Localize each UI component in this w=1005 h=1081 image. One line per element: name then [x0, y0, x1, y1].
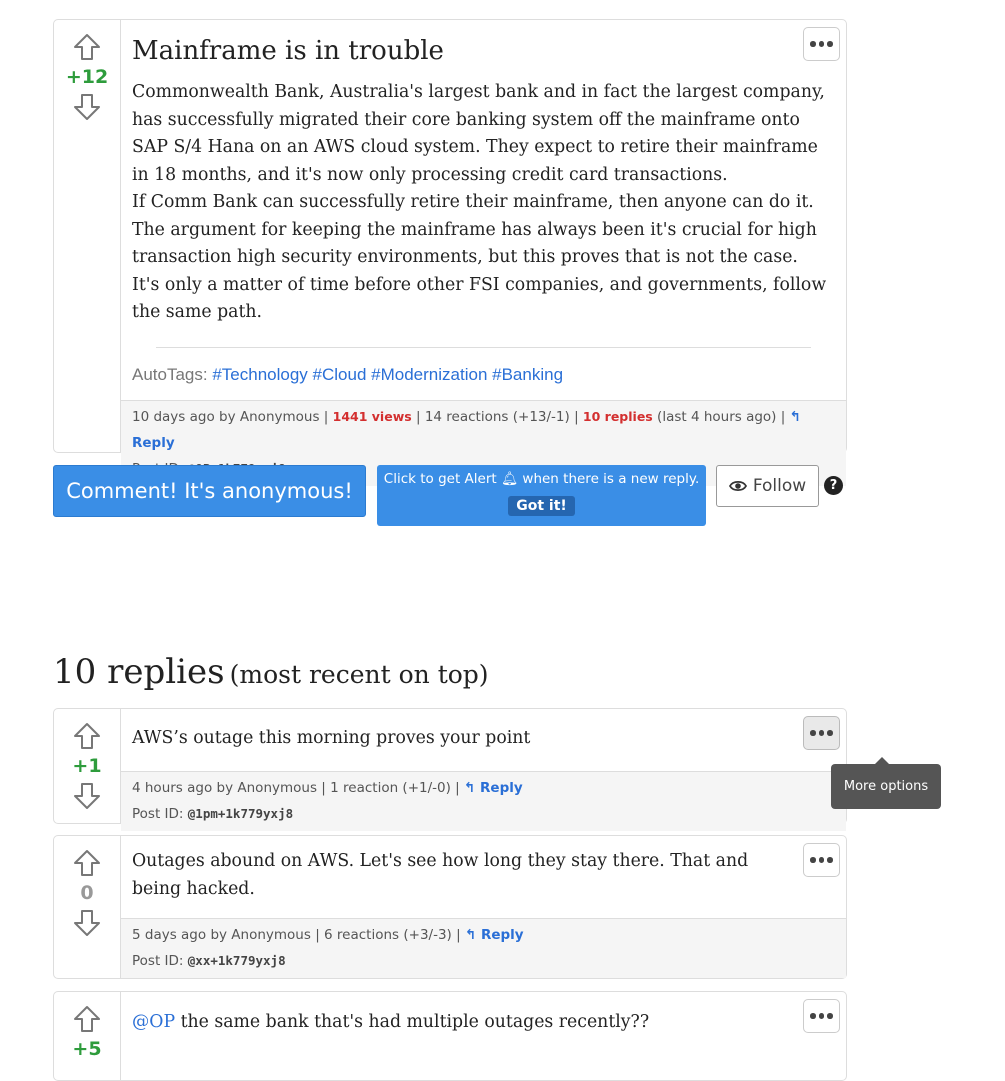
tag-link[interactable]: #Banking — [492, 364, 564, 384]
op-mention-link[interactable]: @OP — [132, 1012, 176, 1032]
reply-post — [53, 835, 847, 979]
post-id-line — [132, 948, 835, 974]
reply-label: Reply — [480, 927, 524, 943]
alert-text-before: Click to get Alert — [383, 471, 497, 487]
reply-text: AWS’s outage this morning proves your point — [132, 728, 531, 749]
follow-label: Follow — [752, 476, 807, 496]
more-options-button[interactable] — [803, 999, 840, 1033]
alert-text-after: when there is a new reply. — [522, 471, 700, 487]
ellipsis-icon — [810, 730, 833, 736]
autotags — [132, 361, 835, 401]
downvote-icon[interactable] — [70, 779, 104, 813]
reply-text — [121, 992, 846, 1054]
by-label: by — [219, 409, 236, 425]
reactions-count[interactable]: 6 reactions (+3/-3) — [324, 927, 452, 943]
post-score: +12 — [65, 66, 109, 88]
reply-score: +5 — [72, 1038, 102, 1060]
comment-button[interactable]: Comment! It's anonymous! — [53, 465, 366, 517]
post-meta-line: 10 days ago by Anonymous | 1441 views | 14 reactions (+13/-1) | 10 replies (last 4 hours ago) | ↰ Reply — [132, 409, 801, 451]
post-content — [121, 20, 846, 452]
reply-icon: ↰ — [464, 780, 476, 796]
reply-meta-line: 5 days ago by Anonymous | 6 reactions (+3/-3) | ↰ Reply — [132, 927, 524, 943]
reply-label: Reply — [480, 780, 523, 796]
ellipsis-icon — [810, 41, 833, 47]
post-time: 10 days ago — [132, 409, 215, 425]
more-options-button[interactable] — [803, 843, 840, 877]
post-id-label: Post ID: — [132, 953, 184, 969]
post-id-line — [132, 801, 835, 827]
upvote-icon[interactable] — [70, 846, 104, 880]
upvote-icon[interactable] — [70, 1002, 104, 1036]
replies-header — [53, 652, 489, 692]
ellipsis-icon — [810, 857, 833, 863]
replies-count-heading: 10 replies — [53, 652, 225, 692]
more-options-button[interactable] — [803, 716, 840, 750]
help-icon[interactable]: ? — [824, 476, 843, 495]
post-id: @1pm+1k779yxj8 — [187, 806, 294, 821]
post-author: Anonymous — [239, 409, 320, 425]
reactions-count[interactable]: 14 reactions (+13/-1) — [424, 409, 570, 425]
reply-post — [53, 708, 847, 824]
reply-text: Outages abound on AWS. Let's see how long they stay there. That and being hacked. — [132, 851, 749, 899]
original-post — [53, 19, 847, 453]
tag-link[interactable]: #Modernization — [371, 364, 488, 384]
post-title: Mainframe is in trouble — [132, 36, 444, 66]
by-label: by — [210, 927, 227, 943]
replies-count: 10 replies — [582, 409, 653, 424]
reply-post — [53, 991, 847, 1081]
tag-link[interactable]: #Technology — [212, 364, 308, 384]
vote-column — [54, 20, 121, 452]
vote-column — [54, 709, 121, 823]
eye-icon — [729, 479, 747, 493]
replies-sort-note: (most recent on top) — [229, 660, 489, 689]
reply-label: Reply — [132, 435, 175, 451]
alert-notice — [377, 465, 706, 526]
reply-author: Anonymous — [237, 780, 317, 796]
views-count: 1441 views — [332, 409, 412, 424]
reply-meta — [121, 771, 846, 831]
reply-content — [121, 709, 846, 823]
reply-score: 0 — [80, 882, 94, 904]
reply-button[interactable] — [465, 927, 524, 943]
reactions-count[interactable]: 1 reaction (+1/-0) — [330, 780, 451, 796]
reply-author: Anonymous — [231, 927, 311, 943]
post-body — [121, 20, 846, 400]
reply-icon: ↰ — [789, 409, 801, 425]
vote-column — [54, 992, 121, 1080]
reply-button[interactable] — [464, 780, 523, 796]
upvote-icon[interactable] — [70, 30, 104, 64]
post-paragraph: If Comm Bank can successfully retire their mainframe, then anyone can do it. The argument for keeping the mainframe has always been it's crucial for high transaction high security environments, but this proves that is not the case. — [132, 192, 817, 267]
reply-time: 4 hours ago — [132, 780, 213, 796]
last-reply-time: (last 4 hours ago) — [657, 409, 777, 425]
autotags-label: AutoTags: — [132, 364, 208, 384]
downvote-icon[interactable] — [70, 906, 104, 940]
tag-link[interactable]: #Cloud — [312, 364, 367, 384]
post-paragraph: It's only a matter of time before other FSI companies, and governments, follow the same path. — [132, 274, 827, 322]
post-id: @xx+1k779yxj8 — [187, 953, 286, 968]
ellipsis-icon — [810, 1013, 833, 1019]
reply-time: 5 days ago — [132, 927, 207, 943]
downvote-icon[interactable] — [70, 90, 104, 124]
reply-text-content: the same bank that's had multiple outages recently?? — [180, 1012, 650, 1032]
reply-meta — [121, 918, 846, 978]
post-id-label: Post ID: — [132, 806, 184, 822]
reply-icon: ↰ — [464, 927, 477, 943]
more-options-tooltip: More options — [831, 764, 941, 809]
reply-meta-line: 4 hours ago by Anonymous | 1 reaction (+1/-0) | ↰ Reply — [132, 780, 523, 796]
post-paragraph: Commonwealth Bank, Australia's largest bank and in fact the largest company, has successfully migrated their core banking system off the mainframe onto SAP S/4 Hana on an AWS cloud system. They expect to retire their mainframe in 18 months, and it's now only processing credit card transactions. — [132, 82, 825, 185]
reply-score: +1 — [72, 755, 102, 777]
bell-icon: 🔔︎ — [500, 471, 519, 487]
more-options-button[interactable] — [803, 27, 840, 61]
divider — [156, 347, 811, 348]
reply-content — [121, 992, 846, 1080]
follow-button[interactable] — [716, 465, 819, 507]
got-it-button[interactable]: Got it! — [508, 496, 575, 516]
by-label: by — [216, 780, 234, 796]
vote-column — [54, 836, 121, 978]
upvote-icon[interactable] — [70, 719, 104, 753]
reply-content — [121, 836, 846, 978]
